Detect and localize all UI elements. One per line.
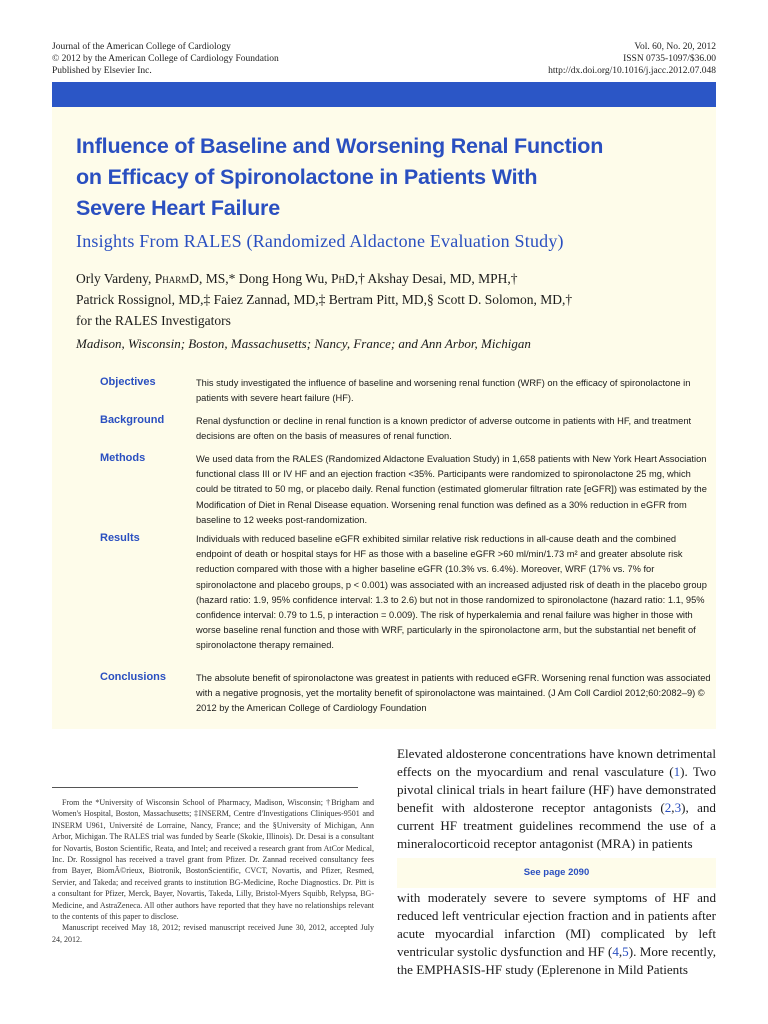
abstract-section bbox=[100, 376, 712, 414]
issn: ISSN 0735-1097/$36.00 bbox=[623, 54, 716, 64]
author-line: Patrick Rossignol, MD,‡ Faiez Zannad, MD,‡ Bertram Pitt, MD,§ Scott D. Solomon, MD,† bbox=[76, 292, 573, 307]
author-degree: D, MS,* bbox=[189, 271, 239, 286]
abstract-text: Individuals with reduced baseline eGFR exhibited similar relative risk reductions in all-cause death and the combined endpoint of death or hospital stays for HF as those with a baseline eGFR >60 ml/min/1.73 m² and greater absolute risk reduction compared with those with a higher baseline eGFR (10.3% vs. 6.4%). Moreover, WRF (17% vs. 7% for spironolactone and placebo groups, p < 0.001) was associated with an increased adjusted risk of death in the placebo group (hazard ratio: 1.9, 95% confidence interval: 1.3 to 2.6) but not in those randomized to spironolactone (hazard ratio: 1.1, 95% confidence interval: 0.79 to 1.5, p interaction = 0.009). The risk of hyperkalemia and renal failure was higher in those with worse baseline renal function and those with WRF, particularly in the spironolactone arm, but the substantial net benefit of spironolactone therapy remained. bbox=[196, 534, 707, 651]
journal-copyright: © 2012 by the American College of Cardiology Foundation bbox=[52, 54, 279, 64]
reference-link[interactable]: 5 bbox=[622, 944, 629, 960]
journal-name: Journal of the American College of Cardiology bbox=[52, 42, 231, 52]
reference-link[interactable]: 2 bbox=[664, 800, 672, 816]
body-paragraph: Elevated aldosterone concentrations have known detrimental effects on the myocardium and renal vasculature (1). Two pivotal clinical trials in heart failure (HF) have demonstrated benefit with aldosterone receptor antagonists (2,3), and current HF treatment guidelines recommend the use of a mineralocorticoid receptor antagonist (MRA) in patients bbox=[397, 746, 716, 852]
volume-info: Vol. 60, No. 20, 2012 bbox=[634, 42, 716, 52]
abstract-text: Renal dysfunction or decline in renal function is a known predictor of adverse outcome in patients with HF, and treatment decisions are often on the basis of measures of renal function. bbox=[196, 416, 692, 442]
author-line: for the RALES Investigators bbox=[76, 313, 231, 328]
issue-info bbox=[548, 41, 716, 77]
abstract-label: Methods bbox=[100, 452, 146, 464]
abstract-text: We used data from the RALES (Randomized Aldactone Evaluation Study) in 1,658 patients with New York Heart Association functional class III or IV HF and an ejection fraction <35%. Participants were randomized to spironolactone 25 mg, which could be titrated to 50 mg, or placebo daily. Renal function (estimated glomerular filtration rate [eGFR]) was estimated by the Modification of Diet in Renal Disease equation. Worsening renal function was defined as a 30% reduction in eGFR from baseline to 12 weeks post-randomization. bbox=[196, 454, 707, 525]
author-degree: Pharm bbox=[154, 271, 190, 286]
body-paragraph: with moderately severe to severe symptoms of HF and reduced left ventricular ejection fraction and in patients after acute myocardial infarction (MI) complicated by left ventricular systolic dysfunction and HF (4,5). More recently, the EMPHASIS-HF study (Eplerenone in Mild Patients bbox=[397, 890, 716, 978]
abstract-section bbox=[100, 452, 712, 532]
see-page-link[interactable]: See page 2090 bbox=[523, 867, 590, 878]
author-degree: D,† bbox=[345, 271, 368, 286]
journal-info bbox=[52, 41, 279, 77]
footnote-divider bbox=[52, 787, 358, 788]
author-list bbox=[76, 268, 696, 331]
abstract-section bbox=[100, 671, 712, 717]
reference-link[interactable]: 1 bbox=[673, 764, 681, 780]
author-name: Akshay Desai, MD, MPH,† bbox=[367, 271, 518, 286]
abstract-label: Results bbox=[100, 532, 140, 544]
title-line: Influence of Baseline and Worsening Renal Function bbox=[76, 134, 604, 158]
abstract-text: This study investigated the influence of baseline and worsening renal function (WRF) on the efficacy of spironolactone in patients with severe heart failure (HF). bbox=[196, 378, 691, 404]
journal-header bbox=[52, 41, 716, 77]
author-degree: Ph bbox=[330, 271, 345, 286]
title-line: on Efficacy of Spironolactone in Patients With bbox=[76, 165, 538, 189]
affiliation-footnote: From the *University of Wisconsin School of Pharmacy, Madison, Wisconsin; †Brigham and Women's Hospital, Boston, Massachusetts; ‡INSERM, Centre d'Investigations Cliniques-9501 and INSERM U961, Université de Lorraine, Nancy, France; and the §University of Michigan, Ann Arbor, Michigan. The RALES trial was funded by Searle (Skokie, Illinois). Dr. Desai is a consultant for Novartis, Boston Scientific, Reata, and Intel; and received a research grant from AtCor Medical, Inc. Dr. Rossignol has received a travel grant from Pfizer. Dr. Zannad received consultancy fees from Bayer, BiomÃ©rieux, Biotronik, BostonScientific, CVCT, Novartis, and Pfizer, Resmed, Servier, and Takeda; and received grants to institution BG-Medicine, Roche Diagnostics. Dr. Pitt is a consultant for Pfizer, Merck, Bayer, Novartis, Takeda, Lilly, Bristol-Myers Squibb, Relypsa, BG-Medicine, and AstraZeneca. All other authors have reported that they have no relationships relevant to the contents of this paper to disclose. bbox=[52, 798, 374, 922]
footnotes bbox=[52, 797, 374, 945]
title-line: Severe Heart Failure bbox=[76, 196, 280, 220]
abstract-text: The absolute benefit of spironolactone was greatest in patients with reduced eGFR. Worsening renal function was associated with a negative prognosis, yet the mortality benefit of spironolactone was maintained. (J Am Coll Cardiol 2012;60:2082–9) © 2012 by the American College of Cardiology Foundation bbox=[196, 673, 711, 714]
see-page-box bbox=[397, 858, 716, 888]
author-name: Orly Vardeny, bbox=[76, 271, 155, 286]
manuscript-dates: Manuscript received May 18, 2012; revised manuscript received June 30, 2012, accepted July 24, 2012. bbox=[52, 923, 374, 944]
reference-link[interactable]: 4 bbox=[612, 944, 619, 960]
abstract-section bbox=[100, 414, 712, 452]
article-subtitle: Insights From RALES (Randomized Aldactone Evaluation Study) bbox=[76, 231, 564, 251]
header-color-bar bbox=[52, 82, 716, 107]
journal-publisher: Published by Elsevier Inc. bbox=[52, 66, 152, 76]
doi-link[interactable]: http://dx.doi.org/10.1016/j.jacc.2012.07.048 bbox=[548, 66, 716, 76]
body-text-intro bbox=[397, 745, 716, 854]
abstract-section bbox=[100, 532, 712, 671]
article-title bbox=[76, 131, 676, 224]
abstract-label: Conclusions bbox=[100, 671, 167, 683]
author-line bbox=[76, 268, 696, 289]
abstract-label: Background bbox=[100, 414, 165, 426]
author-name: Dong Hong Wu, bbox=[238, 271, 331, 286]
body-text-continued bbox=[397, 889, 716, 979]
abstract-label: Objectives bbox=[100, 376, 156, 388]
structured-abstract bbox=[100, 376, 712, 717]
reference-link[interactable]: 3 bbox=[674, 800, 682, 816]
author-affiliations: Madison, Wisconsin; Boston, Massachusetts; Nancy, France; and Ann Arbor, Michigan bbox=[76, 336, 531, 351]
